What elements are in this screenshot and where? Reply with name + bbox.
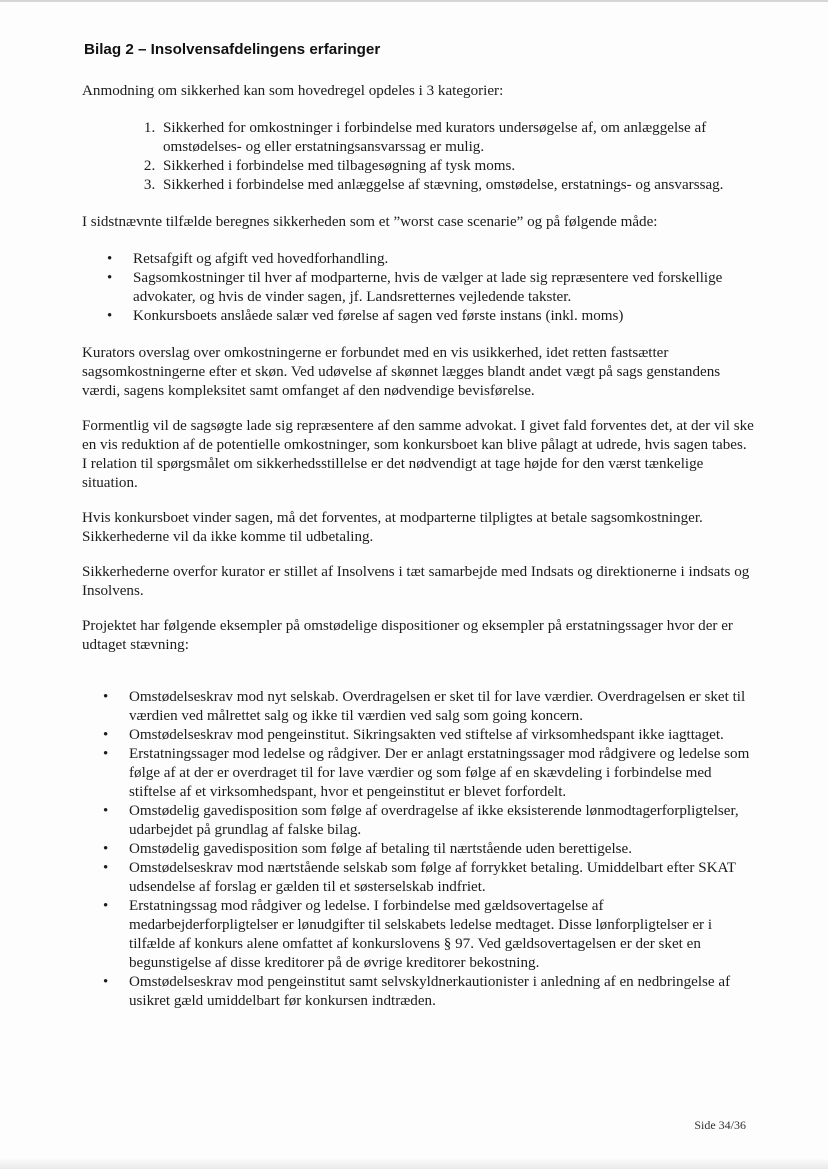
categories-intro: Anmodning om sikkerhed kan som hovedregel opdeles i 3 kategorier: [82, 83, 504, 99]
worst-case-item: • Retsafgift og afgift ved hovedforhandling. [133, 250, 754, 269]
example-item: • Omstødelseskrav mod nærtstående selskab som følge af forrykket betaling. Umiddelbart efter SKAT udsendelse af forslag er gælden til et søsterselskab indfriet. [129, 859, 754, 897]
category-item: 1. Sikkerhed for omkostninger i forbindelse med kurators undersøgelse af, om anlæggelse af omstødelses- og eller erstatningsansvarssag er mulig. [159, 119, 754, 157]
page-bottom-edge [0, 1157, 828, 1169]
paragraph-representation: Formentlig vil de sagsøgte lade sig repræsentere af den samme advokat. I givet fald forventes det, at der vil ske en vis reduktion af de potentielle omkostninger, som konkursboet kan blive pålagt at udrede, hvis sagen tabes. I relation til spørgsmålet om sikkerhedsstillelse er det nødvendigt at tage højde for den værst tænkelige situation. [82, 418, 754, 491]
example-item: • Omstødelig gavedisposition som følge af betaling til nærtstående uden berettigelse. [129, 840, 754, 859]
page-number: Side 34/36 [694, 1118, 746, 1132]
example-item: • Omstødelseskrav mod nyt selskab. Overdragelsen er sket til for lave værdier. Overdragelsen er sket til værdien ved målrettet salg og ikke til værdien ved salg som going koncern. [129, 688, 754, 726]
worst-case-item: • Sagsomkostninger til hver af modparterne, hvis de vælger at lade sig repræsentere ved forskellige advokater, og hvis de vinder sagen, jf. Landsretternes vejledende takster. [133, 269, 754, 307]
page-content [82, 40, 754, 1011]
worst-case-item: • Konkursboets anslåede salær ved førelse af sagen ved første instans (inkl. moms) [133, 307, 754, 326]
examples-list [82, 688, 754, 1011]
example-item: • Omstødelseskrav mod pengeinstitut samt selvskyldnerkautionister i anledning af en nedbringelse af usikret gæld umiddelbart før konkursen indtræden. [129, 973, 754, 1011]
category-item: 3. Sikkerhed i forbindelse med anlæggelse af stævning, omstødelse, erstatnings- og ansvarssag. [159, 176, 754, 195]
paragraph-examples-intro: Projektet har følgende eksempler på omstødelige dispositioner og eksempler på erstatningssager hvor der er udtaget stævning: [82, 618, 733, 653]
example-item: • Omstødelseskrav mod pengeinstitut. Sikringsakten ved stiftelse af virksomhedspant ikke iagttaget. [129, 726, 754, 745]
categories-list [82, 119, 754, 195]
paragraph-guarantees: Sikkerhederne overfor kurator er stillet af Insolvens i tæt samarbejde med Indsats og direktionerne i indsats og Insolvens. [82, 564, 750, 599]
example-item: • Erstatningssag mod rådgiver og ledelse. I forbindelse med gældsovertagelse af medarbejderforpligtelser er lønudgifter til selskabets ledelse medtaget. Disse lønforpligtelser er i tilfælde af konkurs alene omfattet af konkurslovens § 97. Ved gældsovertagelsen er der sket en begunstigelse af disse kreditorer på de øvrige kreditorer bekostning. [129, 897, 754, 973]
paragraph-estimate: Kurators overslag over omkostningerne er forbundet med en vis usikkerhed, idet retten fastsætter sagsomkostningerne efter et skøn. Ved udøvelse af skønnet lægges blandt andet vægt på sags genstandens værdi, sagens kompleksitet samt omfanget af den nødvendige bevisførelse. [82, 345, 721, 399]
spacer [82, 655, 754, 688]
worst-case-intro: I sidstnævnte tilfælde beregnes sikkerheden som et ”worst case scenarie” og på følgende måde: [82, 214, 658, 230]
example-item: • Erstatningssager mod ledelse og rådgiver. Der er anlagt erstatningssager mod rådgivere og ledelse som følge af at der er overdraget til for lave værdier og som følge af en skævdeling i forbindelse med stiftelse af et virksomhedspant, hvor et pengeinstitut er blevet forfordelt. [129, 745, 754, 802]
page-heading: Bilag 2 – Insolvensafdelingens erfaringer [84, 41, 381, 58]
category-item: 2. Sikkerhed i forbindelse med tilbagesøgning af tysk moms. [159, 157, 754, 176]
paragraph-winning: Hvis konkursboet vinder sagen, må det forventes, at modparterne tilpligtes at betale sagsomkostninger. Sikkerhederne vil da ikke komme til udbetaling. [82, 510, 703, 545]
example-item: • Omstødelig gavedisposition som følge af overdragelse af ikke eksisterende lønmodtagerforpligtelser, udarbejdet på grundlag af falske bilag. [129, 802, 754, 840]
worst-case-list [82, 250, 754, 326]
